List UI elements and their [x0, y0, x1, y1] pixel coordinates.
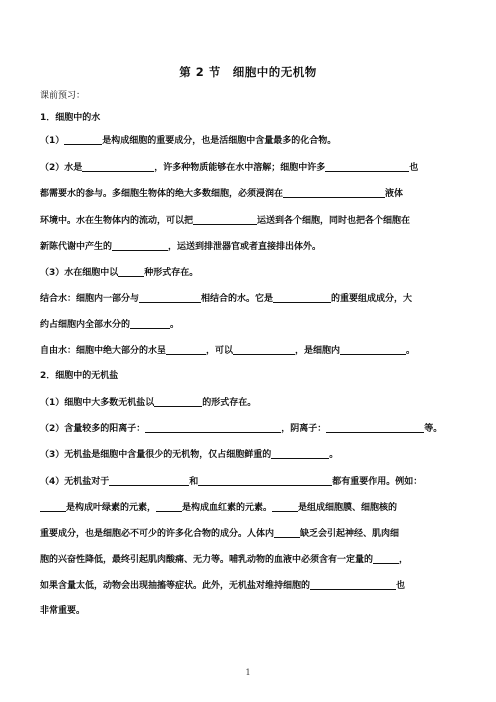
fill-blank[interactable]	[64, 134, 102, 145]
s2-line-6: 重要成分，也是细胞必不可少的许多化合物的成分。人体内 缺乏会引起神经、肌肉细	[40, 529, 400, 539]
page-title: 第 2 节 细胞中的无机物	[179, 65, 317, 79]
fill-blank[interactable]	[82, 161, 154, 172]
s1-line-2: （2）水是 ，许多种物质能够在水中溶解；细胞中许多 也	[40, 163, 419, 173]
fill-blank[interactable]	[40, 501, 66, 512]
s2-line-4: （4）无机盐对于 和 都有重要作用。例如：	[40, 477, 423, 487]
page-number: 1	[245, 668, 251, 677]
fill-blank[interactable]	[373, 553, 399, 564]
s2-line-9: 非常重要。	[40, 606, 86, 616]
fill-blank[interactable]	[145, 422, 281, 433]
s2-line-2: （2）含量较多的阳离子： ，阴离子： 等。	[40, 424, 443, 434]
s1-line-8: 约占细胞内全部水分的 。	[40, 320, 180, 330]
fill-blank[interactable]	[130, 318, 170, 329]
s2-line-5: 是构成叶绿素的元素， 是构成血红素的元素。 是组成细胞膜、细胞核的	[40, 501, 460, 514]
s1-line-4: 环境中。水在生物体内的流动，可以把 运送到各个细胞，同时也把各个细胞在	[40, 216, 411, 226]
fill-blank[interactable]	[340, 344, 406, 355]
fill-blank[interactable]	[274, 527, 300, 538]
fill-blank[interactable]	[283, 187, 385, 198]
fill-blank[interactable]	[233, 344, 295, 355]
s1-line-5: 新陈代谢中产生的 ，运送到排泄器官或者直接排出体外。	[40, 242, 322, 252]
fill-blank[interactable]	[112, 240, 168, 251]
fill-blank[interactable]	[325, 161, 409, 172]
s1-line-6: （3）水在细胞中以 种形式存在。	[40, 268, 199, 278]
preview-label: 课前预习：	[40, 91, 86, 101]
fill-blank[interactable]	[326, 422, 424, 433]
fill-blank[interactable]	[193, 214, 257, 225]
s2-line-1: （1）细胞中大多数无机盐以 的形式存在。	[40, 398, 257, 408]
fill-blank[interactable]	[271, 448, 329, 459]
fill-blank[interactable]	[109, 475, 189, 486]
fill-blank[interactable]	[154, 396, 202, 407]
section-1-heading: 1．细胞中的水	[40, 113, 101, 123]
s1-line-3: 都需要水的参与。多细胞生物体的绝大多数细胞，必须浸润在 液体	[40, 189, 404, 199]
section-2-heading: 2．细胞中的无机盐	[40, 371, 119, 381]
fill-blank[interactable]	[272, 501, 298, 512]
s2-line-7: 胞的兴奋性降低，最终引起肌肉酸痛、无力等。哺乳动物的血液中必须含有一定量的 ，	[40, 555, 409, 565]
s1-line-1: （1） 是构成细胞的重要成分，也是活细胞中含量最多的化合物。	[40, 136, 337, 146]
s1-line-7: 结合水：细胞内一部分与 相结合的水。它是 的重要组成成分，大	[40, 294, 413, 304]
fill-blank[interactable]	[156, 501, 182, 512]
fill-blank[interactable]	[198, 475, 332, 486]
fill-blank[interactable]	[118, 266, 144, 277]
s2-line-3: （3）无机盐是细胞中含量很少的无机物，仅占细胞鲜重的 。	[40, 450, 339, 460]
fill-blank[interactable]	[139, 292, 201, 303]
fill-blank[interactable]	[166, 344, 206, 355]
s2-line-8: 如果含量太低，动物会出现抽搐等症状。此外，无机盐对维持细胞的 也	[40, 581, 406, 591]
fill-blank[interactable]	[273, 292, 331, 303]
fill-blank[interactable]	[310, 579, 396, 590]
s1-line-9: 自由水：细胞中绝大部分的水呈 ，可以 ，是细胞内 。	[40, 346, 416, 356]
